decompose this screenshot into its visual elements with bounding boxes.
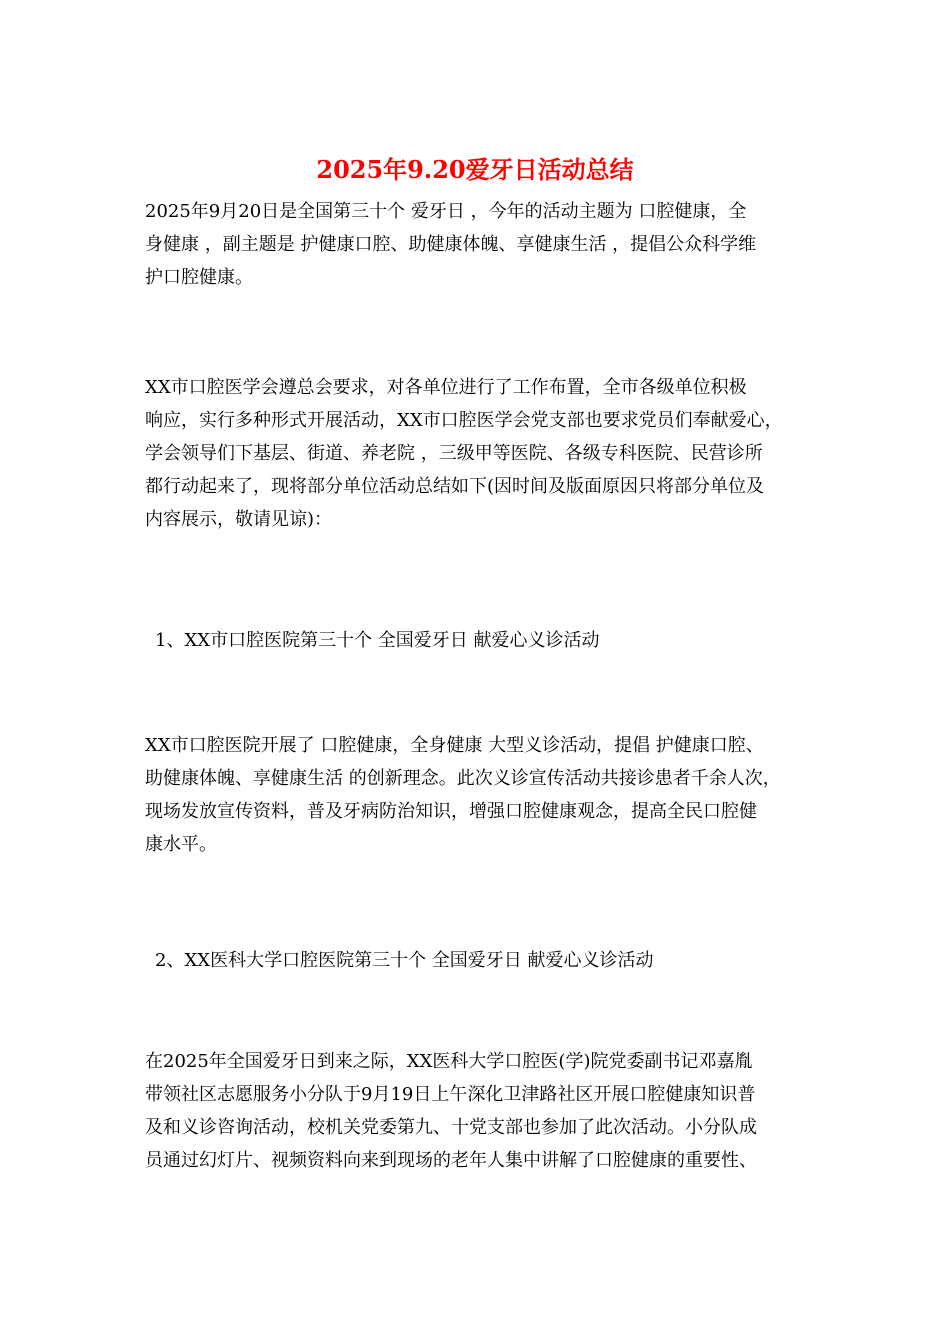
intro-paragraph <box>145 195 810 294</box>
section-1-paragraph <box>145 729 810 861</box>
paragraph-line: 带领社区志愿服务小分队于9月19日上午深化卫津路社区开展口腔健康知识普 <box>145 1084 756 1105</box>
paragraph-line: 康水平。 <box>145 834 217 855</box>
paragraph-line: 2025年9月20日是全国第三十个 爱牙日 ，今年的活动主题为 口腔健康，全 <box>145 201 747 222</box>
paragraph-line: 现场发放宣传资料，普及牙病防治知识，增强口腔健康观念，提高全民口腔健 <box>145 801 757 822</box>
paragraph-line: 都行动起来了，现将部分单位活动总结如下(因时间及版面原因只将部分单位及 <box>145 476 765 497</box>
paragraph-line: 响应，实行多种形式开展活动，XX市口腔医学会党支部也要求党员们奉献爱心， <box>145 410 783 431</box>
paragraph-line: 助健康体魄、享健康生活 的创新理念。此次义诊宣传活动共接诊患者千余人次， <box>145 768 781 789</box>
paragraph-line: 学会领导们下基层、街道、养老院 ，三级甲等医院、各级专科医院、民营诊所 <box>145 443 763 464</box>
paragraph-line: 护口腔健康。 <box>145 267 253 288</box>
paragraph-line: 员通过幻灯片、视频资料向来到现场的老年人集中讲解了口腔健康的重要性、 <box>145 1150 757 1171</box>
document-title: 2025年9.20爱牙日活动总结 <box>316 155 634 184</box>
paragraph-line: 内容展示，敬请见谅)： <box>145 509 333 530</box>
paragraph-line: XX市口腔医学会遵总会要求，对各单位进行了工作布置，全市各级单位积极 <box>145 377 747 398</box>
paragraph-line: XX市口腔医院开展了 口腔健康，全身健康 大型义诊活动，提倡 护健康口腔、 <box>145 735 764 756</box>
paragraph-line: 及和义诊咨询活动，校机关党委第九、十党支部也参加了此次活动。小分队成 <box>145 1117 757 1138</box>
overview-paragraph <box>145 371 810 536</box>
section-heading-1: 1、XX市口腔医院第三十个 全国爱牙日 献爱心义诊活动 <box>155 630 600 651</box>
paragraph-line: 在2025年全国爱牙日到来之际，XX医科大学口腔医(学)院党委副书记邓嘉胤 <box>145 1051 753 1072</box>
section-2-paragraph <box>145 1045 810 1177</box>
paragraph-line: 身健康 ，副主题是 护健康口腔、助健康体魄、享健康生活 ，提倡公众科学维 <box>145 234 757 255</box>
section-heading-2: 2、XX医科大学口腔医院第三十个 全国爱牙日 献爱心义诊活动 <box>155 950 654 971</box>
